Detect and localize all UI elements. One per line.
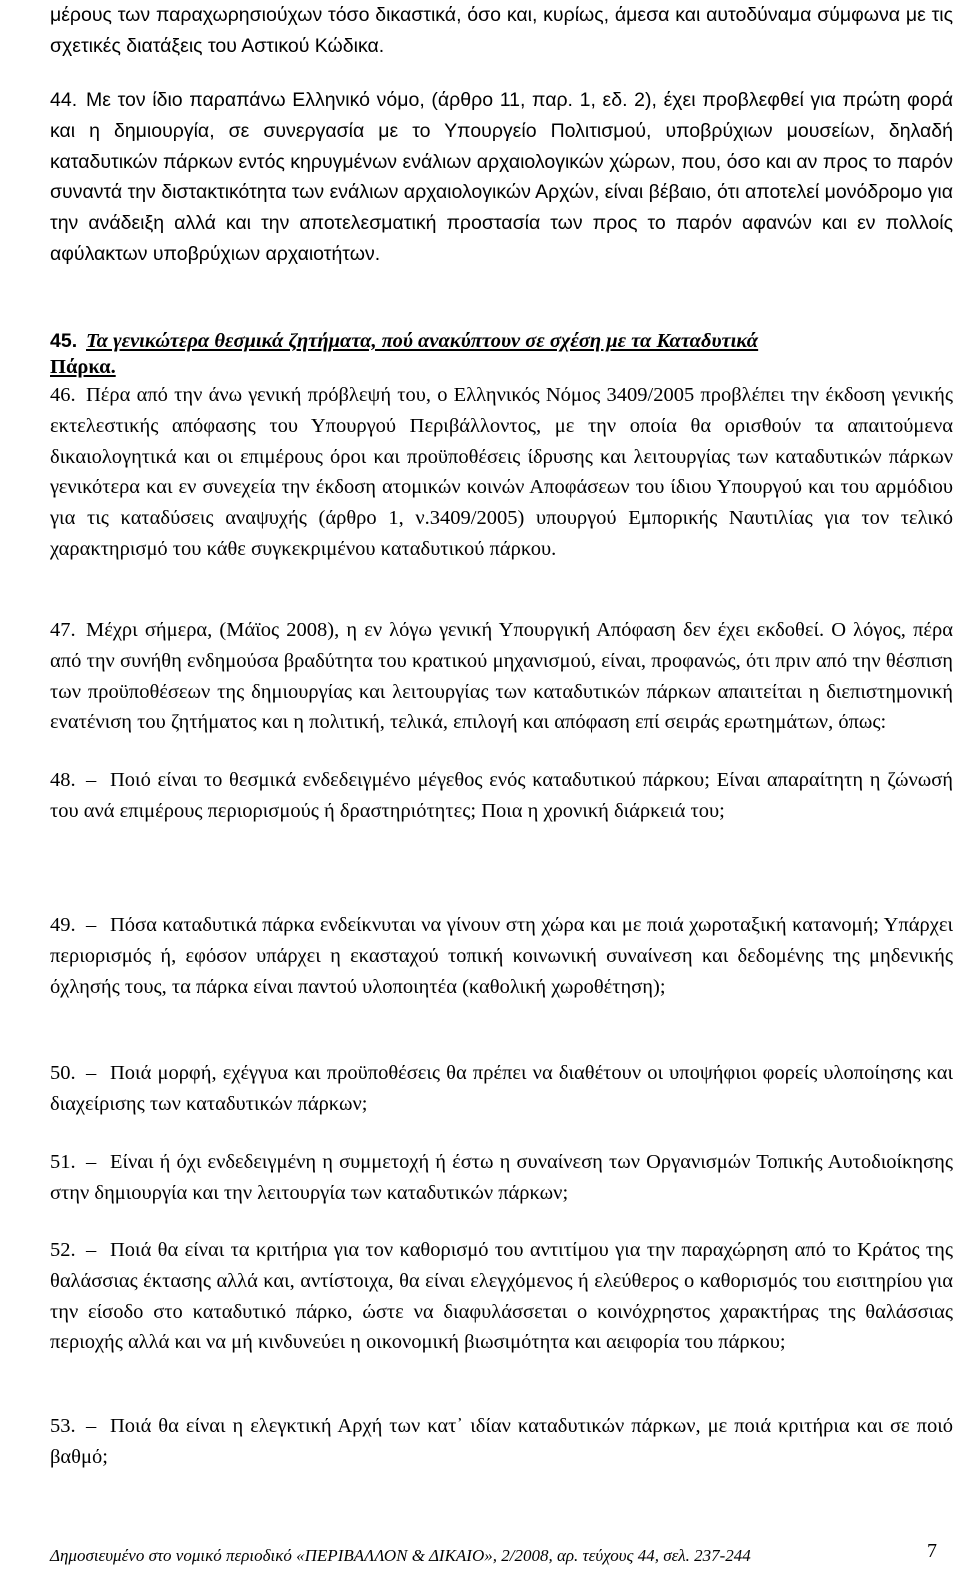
dash: – bbox=[86, 914, 97, 936]
paragraph-text: μέρους των παραχωρησιούχων τόσο δικαστικά, όσο και, κυρίως, άμεσα και αυτοδύναμα σύμφωνα με τις σχετικές διατάξεις του Αστικού Κώδικα. bbox=[50, 4, 953, 57]
paragraph-number: 50. bbox=[50, 1062, 76, 1084]
paragraph-52 bbox=[50, 1235, 953, 1358]
paragraph-text: Είναι ή όχι ενδεδειγμένη η συμμετοχή ή έστω η συναίνεση των Οργανισμών Τοπικής Αυτοδιοίκησης στην δημιουργία και την λειτουργία των καταδυτικών πάρκων; bbox=[50, 1151, 953, 1204]
paragraph-text: Με τον ίδιο παραπάνω Ελληνικό νόμο, (άρθρο 11, παρ. 1, εδ. 2), έχει προβλεφθεί για πρώτη φορά και η δημιουργία, σε συνεργασία με το Υπουργείο Πολιτισμού, υποβρύχιων μουσείων, δηλαδή καταδυτικών πάρκων εντός κηρυγμένων ενάλιων αρχαιολογικών χώρων, που, όσο και αν προς το παρόν συναντά την διστακτικότητα των ενάλιων αρχαιολογικών Αρχών, είναι βέβαιο, ότι αποτελεί μονόδρομο για την ανάδειξη αλλά και την αποτελεσματική προστασία των προς το παρόν αφανών και εν πολλοίς αφύλακτων υποβρύχιων αρχαιοτήτων. bbox=[50, 89, 953, 265]
paragraph-text: Πόσα καταδυτικά πάρκα ενδείκνυται να γίνουν στη χώρα και με ποιά χωροταξική κατανομή; Υπάρχει περιορισμός ή, εφόσον υπάρχει η εκασταχού τοπική κοινωνική συναίνεση και δεδομένης της μηδενικής όχλησής τους, τα πάρκα είναι παντού υλοποιητέα (καθολική χωροθέτηση); bbox=[50, 914, 953, 998]
paragraph-text: Ποιό είναι το θεσμικά ενδεδειγμένο μέγεθος ενός καταδυτικού πάρκου; Είναι απαραίτητη η ζώνωσή του ανά επιμέρους περιορισμούς ή δραστηριότητες; Ποια η χρονική διάρκειά του; bbox=[50, 769, 953, 822]
paragraph-text: Μέχρι σήμερα, (Μάϊος 2008), η εν λόγω γενική Υπουργική Απόφαση δεν έχει εκδοθεί. Ο λόγος, πέρα από την συνήθη ενδημούσα βραδύτητα του κρατικού μηχανισμού, είναι, προφανώς, ότι πριν από την θέσπιση των προϋποθέσεων της δημιουργίας και λειτουργίας των καταδυτικών πάρκων απαιτείται η διεπιστημονική ενατένιση του ζητήματος και η πολιτική, τελικά, επιλογή και απόφαση επί σειράς ερωτημάτων, όπως: bbox=[50, 619, 953, 734]
paragraph-number: 53. bbox=[50, 1415, 76, 1437]
paragraph-number: 49. bbox=[50, 914, 76, 936]
paragraph-text: Ποιά θα είναι η ελεγκτική Αρχή των κατ᾽ ιδίαν καταδυτικών πάρκων, με ποιά κριτήρια και σε ποιό βαθμό; bbox=[50, 1415, 953, 1468]
dash: – bbox=[86, 769, 97, 791]
paragraph-number: 46. bbox=[50, 384, 76, 406]
dash: – bbox=[86, 1062, 97, 1084]
paragraph-46 bbox=[50, 380, 953, 565]
paragraph-51 bbox=[50, 1147, 953, 1209]
paragraph-text: Ποιά μορφή, εχέγγυα και προϋποθέσεις θα πρέπει να διαθέτουν οι υποψήφιοι φορείς υλοποίησης και διαχείρισης των καταδυτικών πάρκων; bbox=[50, 1062, 953, 1115]
paragraph-53 bbox=[50, 1411, 953, 1473]
paragraph-49 bbox=[50, 910, 953, 1002]
paragraph-text: Πέρα από την άνω γενική πρόβλεψή του, ο Ελληνικός Νόμος 3409/2005 προβλέπει την έκδοση γενικής εκτελεστικής απόφασης του Υπουργού Περιβάλλοντος, με την οποία θα ορισθούν τα απαιτούμενα δικαιολογητικά και οι επιμέρους όροι και προϋποθέσεις ίδρυσης και λειτουργίας των καταδυτικών πάρκων γενικότερα και εν συνεχεία την έκδοση ατομικών κοινών Αποφάσεων του ίδιου Υπουργού και του αρμόδιου για τις καταδύσεις αναψυχής (άρθρο 1, ν.3409/2005) υπουργού Εμπορικής Ναυτιλίας για τον τελικό χαρακτηρισμό του κάθε συγκεκριμένου καταδυτικού πάρκου. bbox=[50, 384, 953, 560]
paragraph-text: Ποιά θα είναι τα κριτήρια για τον καθορισμό του αντιτίμου για την παραχώρηση από το Κράτος της θαλάσσιας έκτασης αλλά και, αντίστοιχα, θα είναι ελεγχόμενος ή ελεύθερος ο καθορισμός του εισιτηρίου για την είσοδο στο καταδυτικό πάρκο, ώστε να διαφυλάσσεται ο κοινόχρηστος χαρακτήρας της θαλάσσιας περιοχής αλλά και να μή κινδυνεύει η οικονομική βιωσιμότητα και αειφορία του πάρκου; bbox=[50, 1239, 953, 1354]
heading-title: Τα γενικώτερα θεσμικά ζητήματα, πού ανακύπτουν σε σχέση με τα Καταδυτικά bbox=[86, 330, 759, 352]
paragraph-44 bbox=[50, 85, 953, 270]
section-heading-45 bbox=[50, 328, 953, 380]
paragraph-48 bbox=[50, 765, 953, 827]
footer-citation: Δημοσιευμένο στο νομικό περιοδικό «ΠΕΡΙΒΑΛΛΟΝ & ΔΙΚΑΙΟ», 2/2008, αρ. τεύχους 44, σελ. 237-244 bbox=[50, 1546, 751, 1565]
dash: – bbox=[86, 1151, 97, 1173]
heading-number: 45. bbox=[50, 330, 78, 352]
dash: – bbox=[86, 1415, 97, 1437]
paragraph-50 bbox=[50, 1058, 953, 1120]
paragraph-number: 48. bbox=[50, 769, 76, 791]
heading-title-continued: Πάρκα. bbox=[50, 356, 116, 378]
paragraph-47 bbox=[50, 615, 953, 738]
paragraph-intro bbox=[50, 0, 953, 62]
page-number: 7 bbox=[927, 1540, 937, 1562]
paragraph-number: 51. bbox=[50, 1151, 76, 1173]
paragraph-number: 47. bbox=[50, 619, 76, 641]
dash: – bbox=[86, 1239, 97, 1261]
paragraph-number: 44. bbox=[50, 89, 78, 111]
paragraph-number: 52. bbox=[50, 1239, 76, 1261]
